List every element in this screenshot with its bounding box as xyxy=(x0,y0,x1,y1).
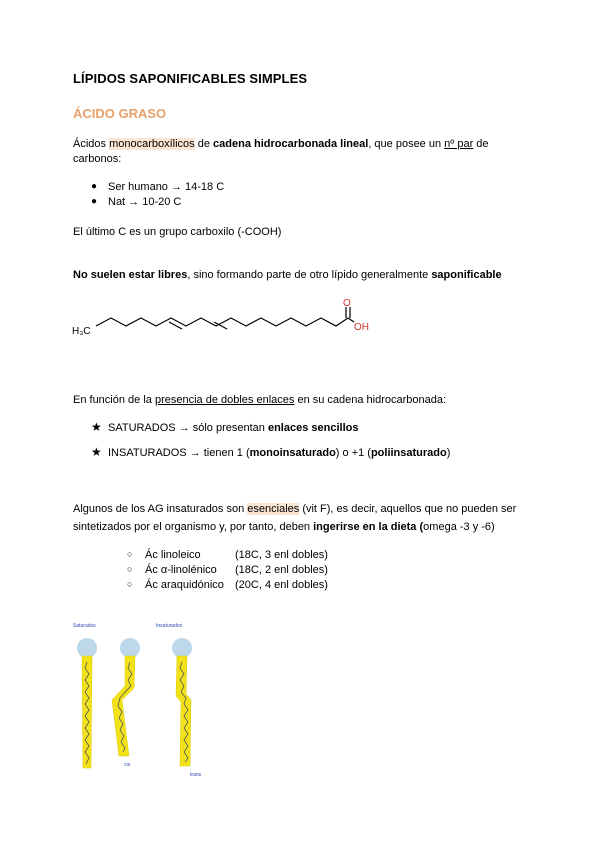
dobles-text: en su cadena hidrocarbonada: xyxy=(294,394,447,406)
definition-text: Ácidos xyxy=(73,138,110,150)
libres-line xyxy=(73,268,502,282)
label-insaturados: Insaturados xyxy=(156,623,183,629)
dobles-line xyxy=(73,393,446,407)
label-saturados: Saturados xyxy=(73,623,96,629)
highlight-esenciales: esenciales xyxy=(247,503,300,515)
insaturados-text: INSATURADOS → tienen 1 ( xyxy=(108,447,250,459)
polar-head-trans xyxy=(172,638,192,658)
fatty-acid-figure xyxy=(70,616,220,778)
esenciales-text: sintetizados por el organismo y, por tanto, deben xyxy=(73,521,314,533)
star-icon: ★ xyxy=(91,420,102,434)
carboxyl-note: El último C es un grupo carboxilo (-COOH) xyxy=(73,226,282,238)
bold-mono: monoinsaturado xyxy=(249,447,336,459)
circle-bullet-icon: ○ xyxy=(127,549,133,559)
acid-name: Ác araquidónico xyxy=(145,579,224,591)
bold-libres: No suelen estar libres xyxy=(73,269,188,281)
list-item-humano: Ser humano → 14-18 C xyxy=(108,181,225,193)
definition-text: de xyxy=(194,138,214,150)
bullet-icon: ● xyxy=(91,196,98,207)
polar-head-cis xyxy=(120,638,140,658)
saturados-text: SATURADOS → sólo presentan xyxy=(108,422,268,434)
bold-saponificable: saponificable xyxy=(431,269,502,281)
insaturados-text: ) xyxy=(446,447,451,459)
highlight-monocarboxilicos: monocarboxílicos xyxy=(109,138,195,150)
circle-bullet-icon: ○ xyxy=(127,579,133,589)
carbon-chain xyxy=(96,318,348,326)
section-heading: ÁCIDO GRASO xyxy=(73,106,167,121)
acid-desc: (18C, 3 enl dobles) xyxy=(235,549,328,561)
esenciales-line-1 xyxy=(73,502,516,516)
label-cis: cis xyxy=(124,762,131,768)
polar-head-sat xyxy=(77,638,97,658)
star-icon: ★ xyxy=(91,445,102,459)
definition-text: de xyxy=(473,138,489,150)
list-item-saturados xyxy=(108,421,358,435)
bold-poli: poliinsaturado xyxy=(370,447,447,459)
circle-bullet-icon: ○ xyxy=(127,564,133,574)
fatty-acid-structure xyxy=(70,296,390,348)
underline-dobles: presencia de dobles enlaces xyxy=(154,394,295,406)
acid-name: Ác linoleico xyxy=(145,549,201,561)
bold-cadena: cadena hidrocarbonada lineal xyxy=(213,138,369,150)
definition-text: , que posee un xyxy=(368,138,445,150)
page-title: LÍPIDOS SAPONIFICABLES SIMPLES xyxy=(73,71,308,86)
oxygen-label: O xyxy=(343,298,351,309)
definition-line-1 xyxy=(73,137,489,151)
methyl-label: H₃C xyxy=(72,326,91,337)
esenciales-line-2 xyxy=(73,520,495,534)
libres-text: , sino formando parte de otro lípido generalmente xyxy=(187,269,432,281)
tail-cis xyxy=(112,656,135,756)
definition-line-2: carbonos: xyxy=(73,153,122,165)
tail-saturated xyxy=(82,656,92,768)
label-trans: trans xyxy=(190,772,202,778)
bullet-icon: ● xyxy=(91,181,98,192)
acid-desc: (18C, 2 enl dobles) xyxy=(235,564,328,576)
bold-dieta: ingerirse en la dieta xyxy=(313,521,417,533)
tail-trans xyxy=(176,656,191,766)
esenciales-text: Algunos de los AG insaturados son xyxy=(73,503,248,515)
list-item-nat: Nat → 10-20 C xyxy=(108,196,182,208)
underline-npar: nº par xyxy=(444,138,474,150)
insaturados-text: ) o +1 ( xyxy=(335,447,371,459)
bold-paren: ( xyxy=(416,521,424,533)
esenciales-text: omega -3 y -6) xyxy=(423,521,495,533)
hydroxyl-label: OH xyxy=(354,322,369,333)
acid-name: Ác α-linolénico xyxy=(145,564,217,576)
list-item-insaturados xyxy=(108,446,450,460)
dobles-text: En función de la xyxy=(73,394,155,406)
esenciales-text: (vit F), es decir, aquellos que no pueden ser xyxy=(299,503,517,515)
acid-desc: (20C, 4 enl dobles) xyxy=(235,579,328,591)
bold-sencillos: enlaces sencillos xyxy=(267,422,359,434)
